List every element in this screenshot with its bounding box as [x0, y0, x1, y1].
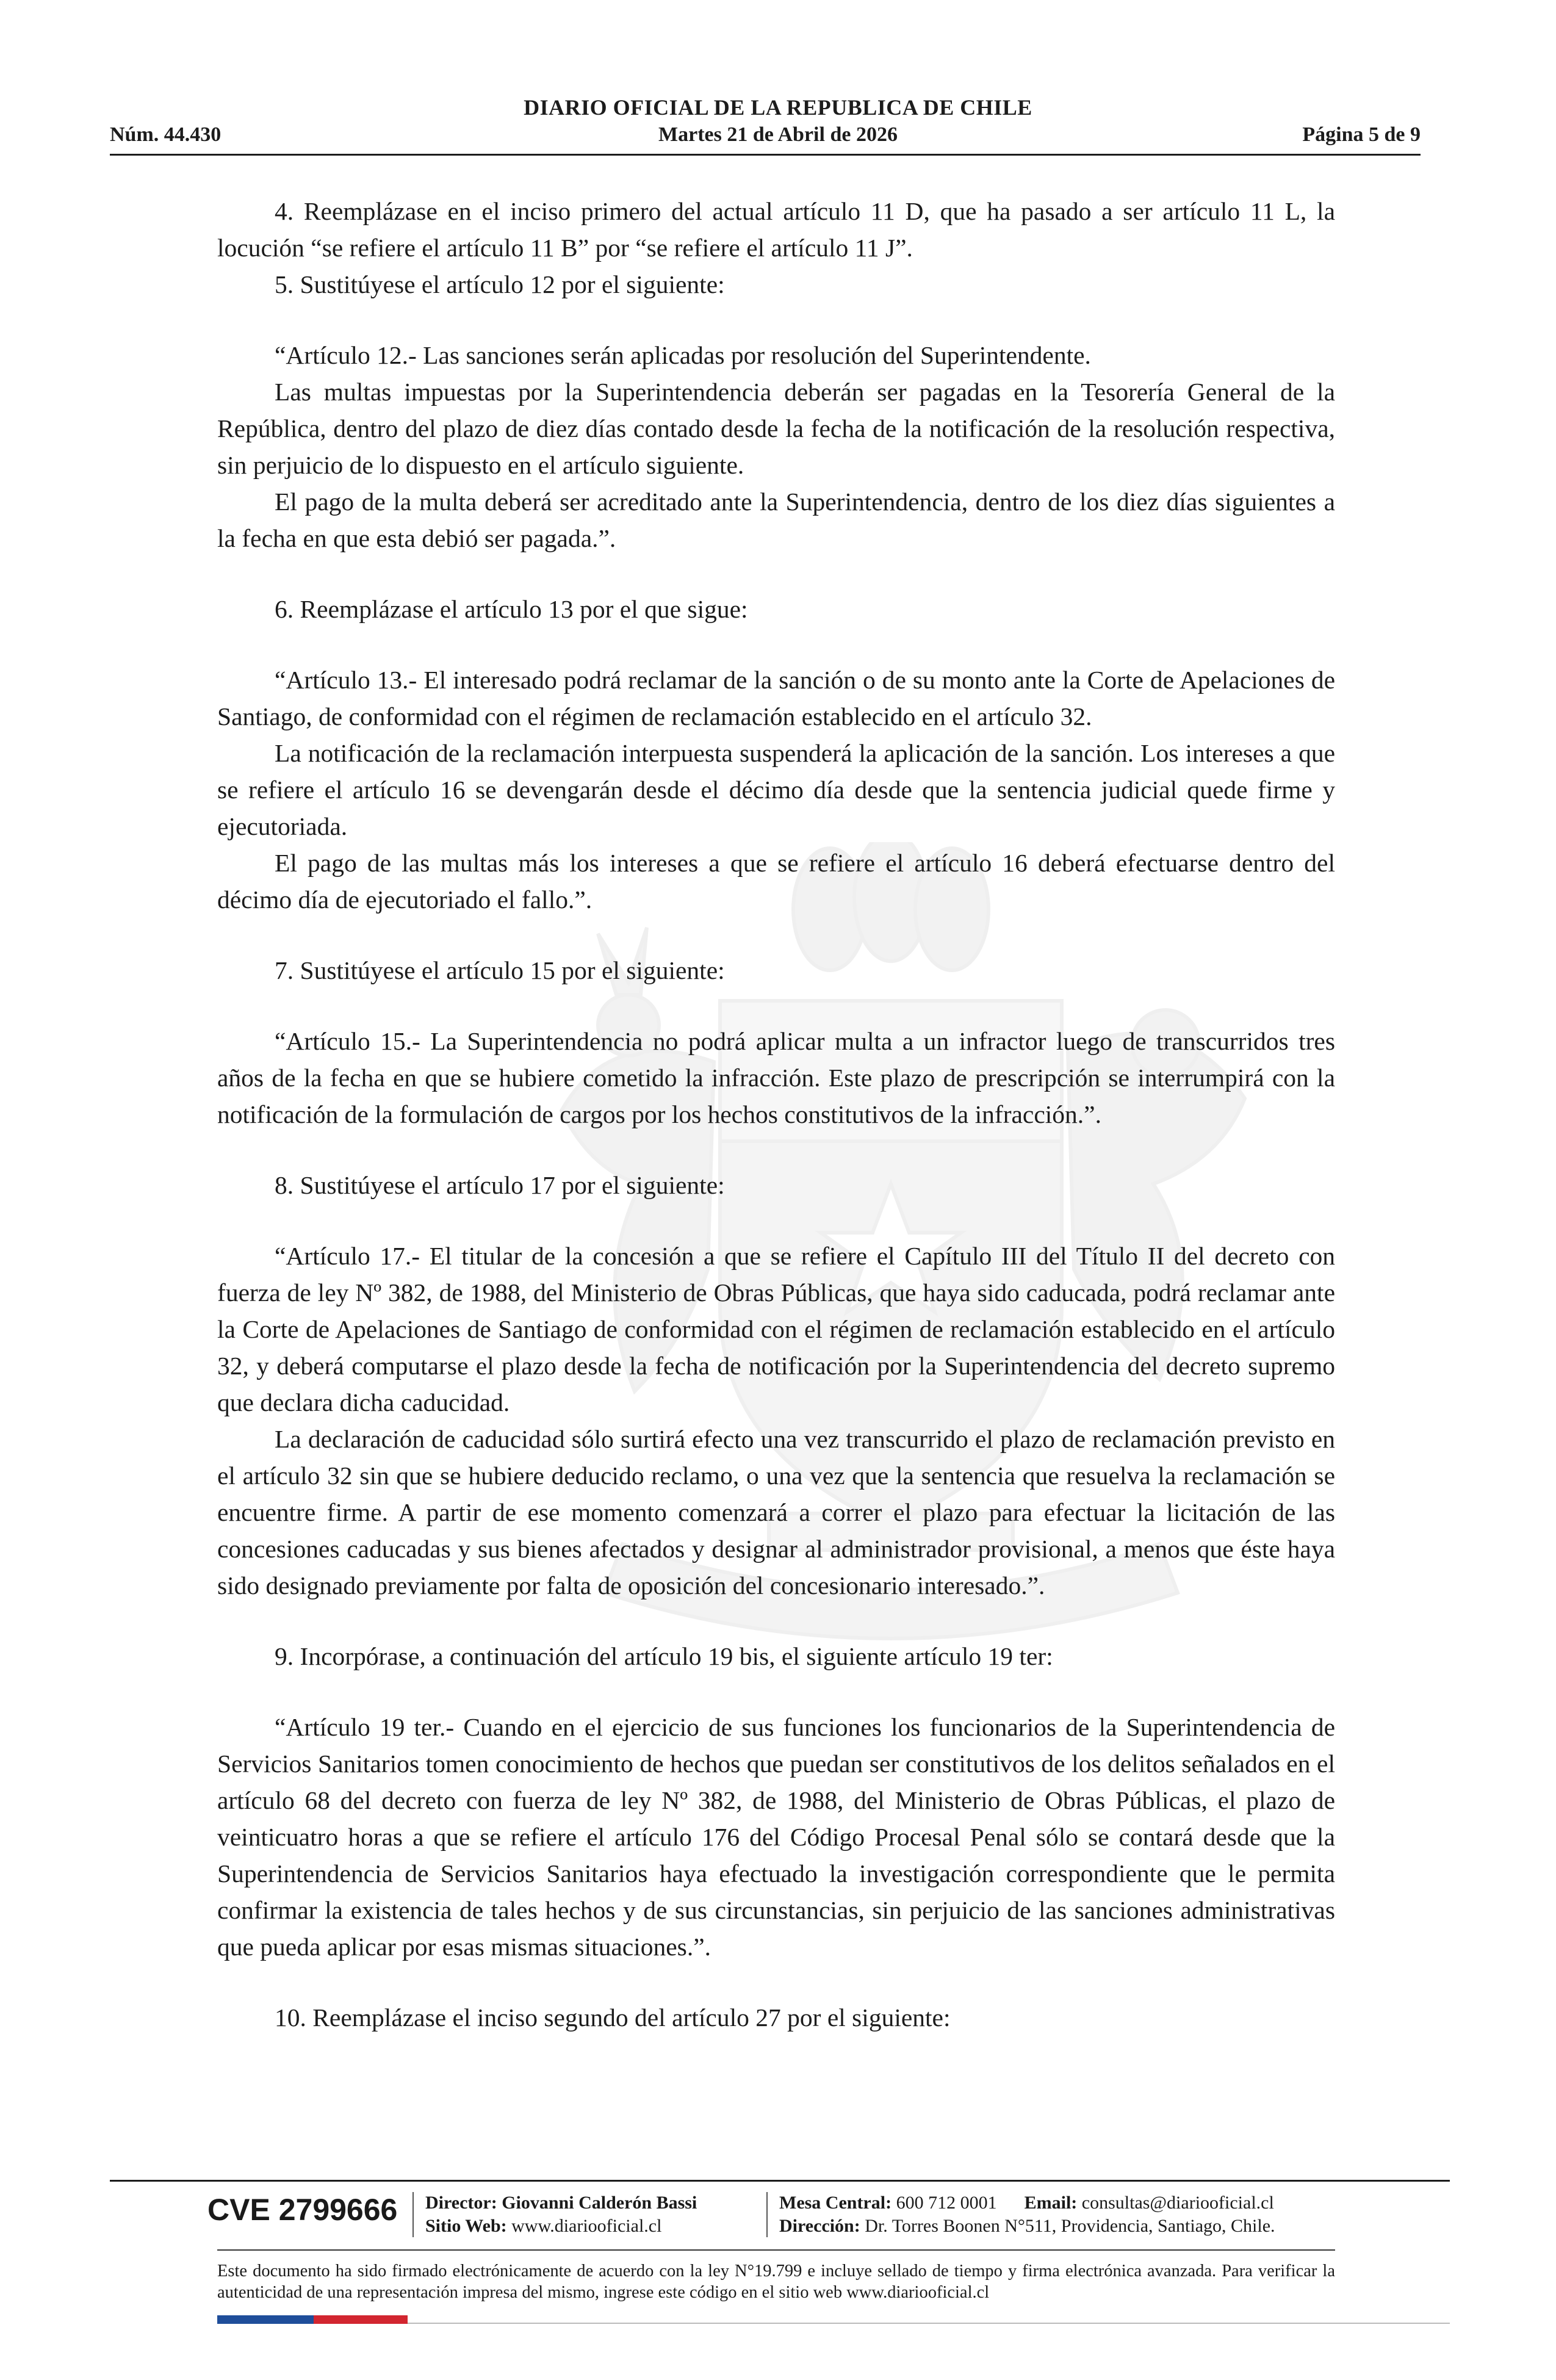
body-paragraph: 4. Reemplázase en el inciso primero del actual artículo 11 D, que ha pasado a ser artículo 11 L, la locución “se refiere el artículo 11 B” por “se refiere el artículo 11 J”.	[217, 197, 1335, 262]
address-label: Dirección:	[779, 2216, 860, 2236]
footer-separator	[766, 2192, 768, 2237]
body-paragraph: El pago de la multa deberá ser acreditado ante la Superintendencia, dentro de los diez días siguientes a la fecha en que esta debió ser pagada.”.	[217, 488, 1335, 552]
footer-address	[779, 2215, 1275, 2237]
mesa-label: Mesa Central:	[779, 2193, 892, 2213]
body-paragraph: El pago de las multas más los intereses a que se refiere el artículo 16 deberá efectuarse dentro del décimo día de ejecutoriado el fallo.”.	[217, 849, 1335, 914]
body-paragraph: 10. Reemplázase el inciso segundo del artículo 27 por el siguiente:	[275, 2003, 951, 2032]
email-label: Email:	[1024, 2193, 1078, 2213]
body-paragraph: 6. Reemplázase el artículo 13 por el que sigue:	[275, 595, 748, 623]
address-value: Dr. Torres Boonen N°511, Providencia, Santiago, Chile.	[865, 2216, 1275, 2236]
body-paragraph: “Artículo 13.- El interesado podrá reclamar de la sanción o de su monto ante la Corte de Apelaciones de Santiago, de conformidad con el régimen de reclamación establecido en el artículo 32.	[217, 666, 1335, 730]
header-divider	[110, 154, 1421, 156]
body-paragraph: Las multas impuestas por la Superintendencia deberán ser pagadas en la Tesorería General de la República, dentro del plazo de diez días contado desde la fecha de la notificación de la resolución respectiva, sin perjuicio de lo dispuesto en el artículo siguiente.	[217, 378, 1335, 479]
body-paragraph: “Artículo 15.- La Superintendencia no podrá aplicar multa a un infractor luego de transcurridos tres años de la fecha en que se hubiere cometido la infracción. Este plazo de prescripción se interrumpirá con la notificación de la formulación de cargos por los hechos constitutivos de la infracción.”.	[217, 1027, 1335, 1128]
document-body	[217, 193, 1335, 2036]
body-paragraph: “Artículo 19 ter.- Cuando en el ejercicio de sus funciones los funcionarios de la Superintendencia de Servicios Sanitarios tomen conocimiento de hechos que puedan ser constitutivos de los delitos señalados en el artículo 68 del decreto con fuerza de ley Nº 382, de 1988, del Ministerio de Obras Públicas, el plazo de veinticuatro horas a que se refiere el artículo 176 del Código Procesal Penal sólo se contará desde que la Superintendencia de Servicios Sanitarios haya efectuado la investigación correspondiente que le permita confirmar la existencia de tales hechos y de sus circunstancias, sin perjuicio de las sanciones administrativas que pueda aplicar por esas mismas situaciones.”.	[217, 1713, 1335, 1961]
body-paragraph: 7. Sustitúyese el artículo 15 por el siguiente:	[275, 956, 725, 984]
footer-divider	[110, 2180, 1450, 2182]
body-paragraph: 5. Sustitúyese el artículo 12 por el siguiente:	[275, 270, 725, 298]
body-paragraph: La declaración de caducidad sólo surtirá efecto una vez transcurrido el plazo de reclamación previsto en el artículo 32 sin que se hubiere deducido reclamo, o una vez que la sentencia que resuelva la reclamación se encuentre firme. A partir de ese momento comenzará a correr el plazo para efectuar la licitación de las concesiones caducadas y sus bienes afectados y designar al administrador provisional, a menos que éste haya sido designado previamente por falta de oposición del concesionario interesado.”.	[217, 1425, 1335, 1599]
body-paragraph: “Artículo 12.- Las sanciones serán aplicadas por resolución del Superintendente.	[275, 341, 1091, 369]
issue-number: Núm. 44.430	[110, 123, 222, 146]
body-paragraph: “Artículo 17.- El titular de la concesión a que se refiere el Capítulo III del Título II del decreto con fuerza de ley Nº 382, de 1988, del Ministerio de Obras Públicas, que haya sido caducada, podrá reclamar ante la Corte de Apelaciones de Santiago de conformidad con el régimen de reclamación establecido en el artículo 32, y deberá computarse el plazo desde la fecha de notificación por la Superintendencia del decreto supremo que declara dicha caducidad.	[217, 1242, 1335, 1416]
web-label: Sitio Web:	[425, 2216, 507, 2236]
body-paragraph: 8. Sustitúyese el artículo 17 por el siguiente:	[275, 1171, 725, 1199]
footer-website	[425, 2215, 661, 2237]
issue-date: Martes 21 de Abril de 2026	[658, 123, 898, 146]
director-name: Giovanni Calderón Bassi	[502, 2193, 697, 2213]
legal-notice: Este documento ha sido firmado electrónicamente de acuerdo con la ley N°19.799 e incluye sellado de tiempo y firma electrónica avanzada. Para verificar la autenticidad de una representación impresa del mismo, ingrese este código en el sitio web www.diariooficial.cl	[217, 2262, 1335, 2302]
page-indicator: Página 5 de 9	[1302, 123, 1421, 146]
body-paragraph: La notificación de la reclamación interpuesta suspenderá la aplicación de la sanción. Los intereses a que se refiere el artículo 16 se devengarán desde el décimo día desde que la sentencia judicial quede firme y ejecutoriada.	[217, 739, 1335, 840]
web-link[interactable]: www.diariooficial.cl	[511, 2216, 662, 2236]
flag-stripe-blue	[217, 2315, 314, 2324]
director-label: Director:	[425, 2193, 497, 2213]
body-paragraph: 9. Incorpórase, a continuación del artículo 19 bis, el siguiente artículo 19 ter:	[275, 1642, 1053, 1670]
footer-director	[425, 2192, 697, 2214]
publication-title: DIARIO OFICIAL DE LA REPUBLICA DE CHILE	[524, 95, 1032, 120]
footer-inner-divider	[217, 2249, 1335, 2251]
footer-contact	[779, 2192, 1274, 2214]
email-link[interactable]: consultas@diariooficial.cl	[1081, 2193, 1274, 2213]
footer-separator	[412, 2192, 414, 2237]
cve-code: CVE 2799666	[207, 2193, 398, 2227]
mesa-value: 600 712 0001	[896, 2193, 997, 2213]
flag-stripe-red	[314, 2315, 408, 2324]
